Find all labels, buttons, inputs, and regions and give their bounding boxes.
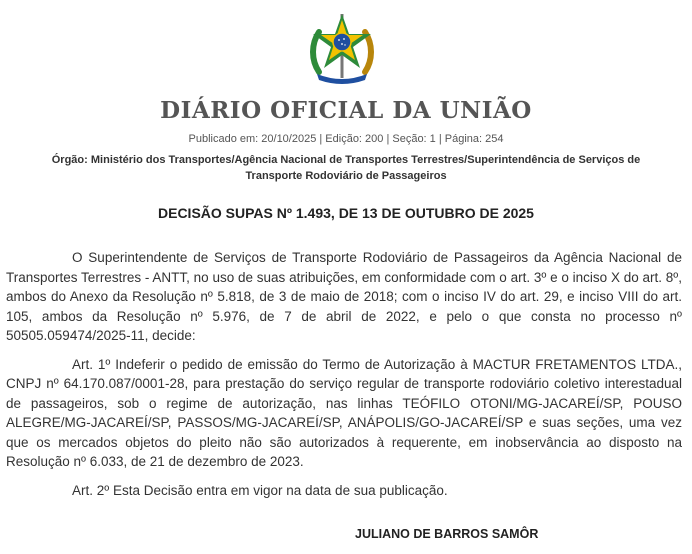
page-title: DIÁRIO OFICIAL DA UNIÃO — [160, 97, 532, 124]
decision-title: DECISÃO SUPAS Nº 1.493, DE 13 DE OUTUBRO DE 2025 — [158, 205, 534, 221]
brazil-coat-of-arms-icon — [305, 10, 379, 84]
article-1-paragraph: Art. 1º Indeferir o pedido de emissão do Termo de Autorização à MACTUR FRETAMENTOS LTDA., CNPJ nº 64.170.087/0001-28, para prestação do serviço regular de transporte rodoviário coletivo interestadual de passageiros, sob o regime de autorização, nas linhas TEÓFILO OTONI/MG-JACAREÍ/SP, POUSO ALEGRE/MG-JACAREÍ/SP, PASSOS/MG-JACAREÍ/SP, ANÁPOLIS/GO-JACAREÍ/SP e suas seções, uma vez que os mercados objetos do pleito não são autorizados à requerente, em inobservância ao disposto na Resolução nº 6.033, de 21 de dezembro de 2023. — [6, 356, 682, 469]
article-2-paragraph: Art. 2º Esta Decisão entra em vigor na data de sua publicação. — [72, 482, 448, 498]
orgao-label: Órgão: — [51, 154, 88, 166]
publication-info: Publicado em: 20/10/2025 | Edição: 200 | Seção: 1 | Página: 254 — [188, 133, 504, 145]
orgao-line — [30, 152, 662, 184]
preamble-paragraph: O Superintendente de Serviços de Transporte Rodoviário de Passageiros da Agência Nacional de Transportes Terrestres - ANTT, no uso de suas atribuições, em conformidade com o art. 3º e o inciso X do art. 8º, ambos do Anexo da Resolução nº 5.818, de 3 de maio de 2018; com o inciso IV do art. 29, e inciso VIII do art. 105, ambos da Resolução nº 5.976, de 7 de abril de 2022, e pelo o que consta no processo nº 50505.059474/2025-11, decide: — [6, 250, 682, 343]
document-body — [6, 248, 682, 509]
signature: JULIANO DE BARROS SAMÔR — [355, 527, 539, 541]
orgao-text: Ministério dos Transportes/Agência Nacional de Transportes Terrestres/Superintendência de Serviços de Transporte Rodoviário de Passageiros — [90, 154, 641, 182]
